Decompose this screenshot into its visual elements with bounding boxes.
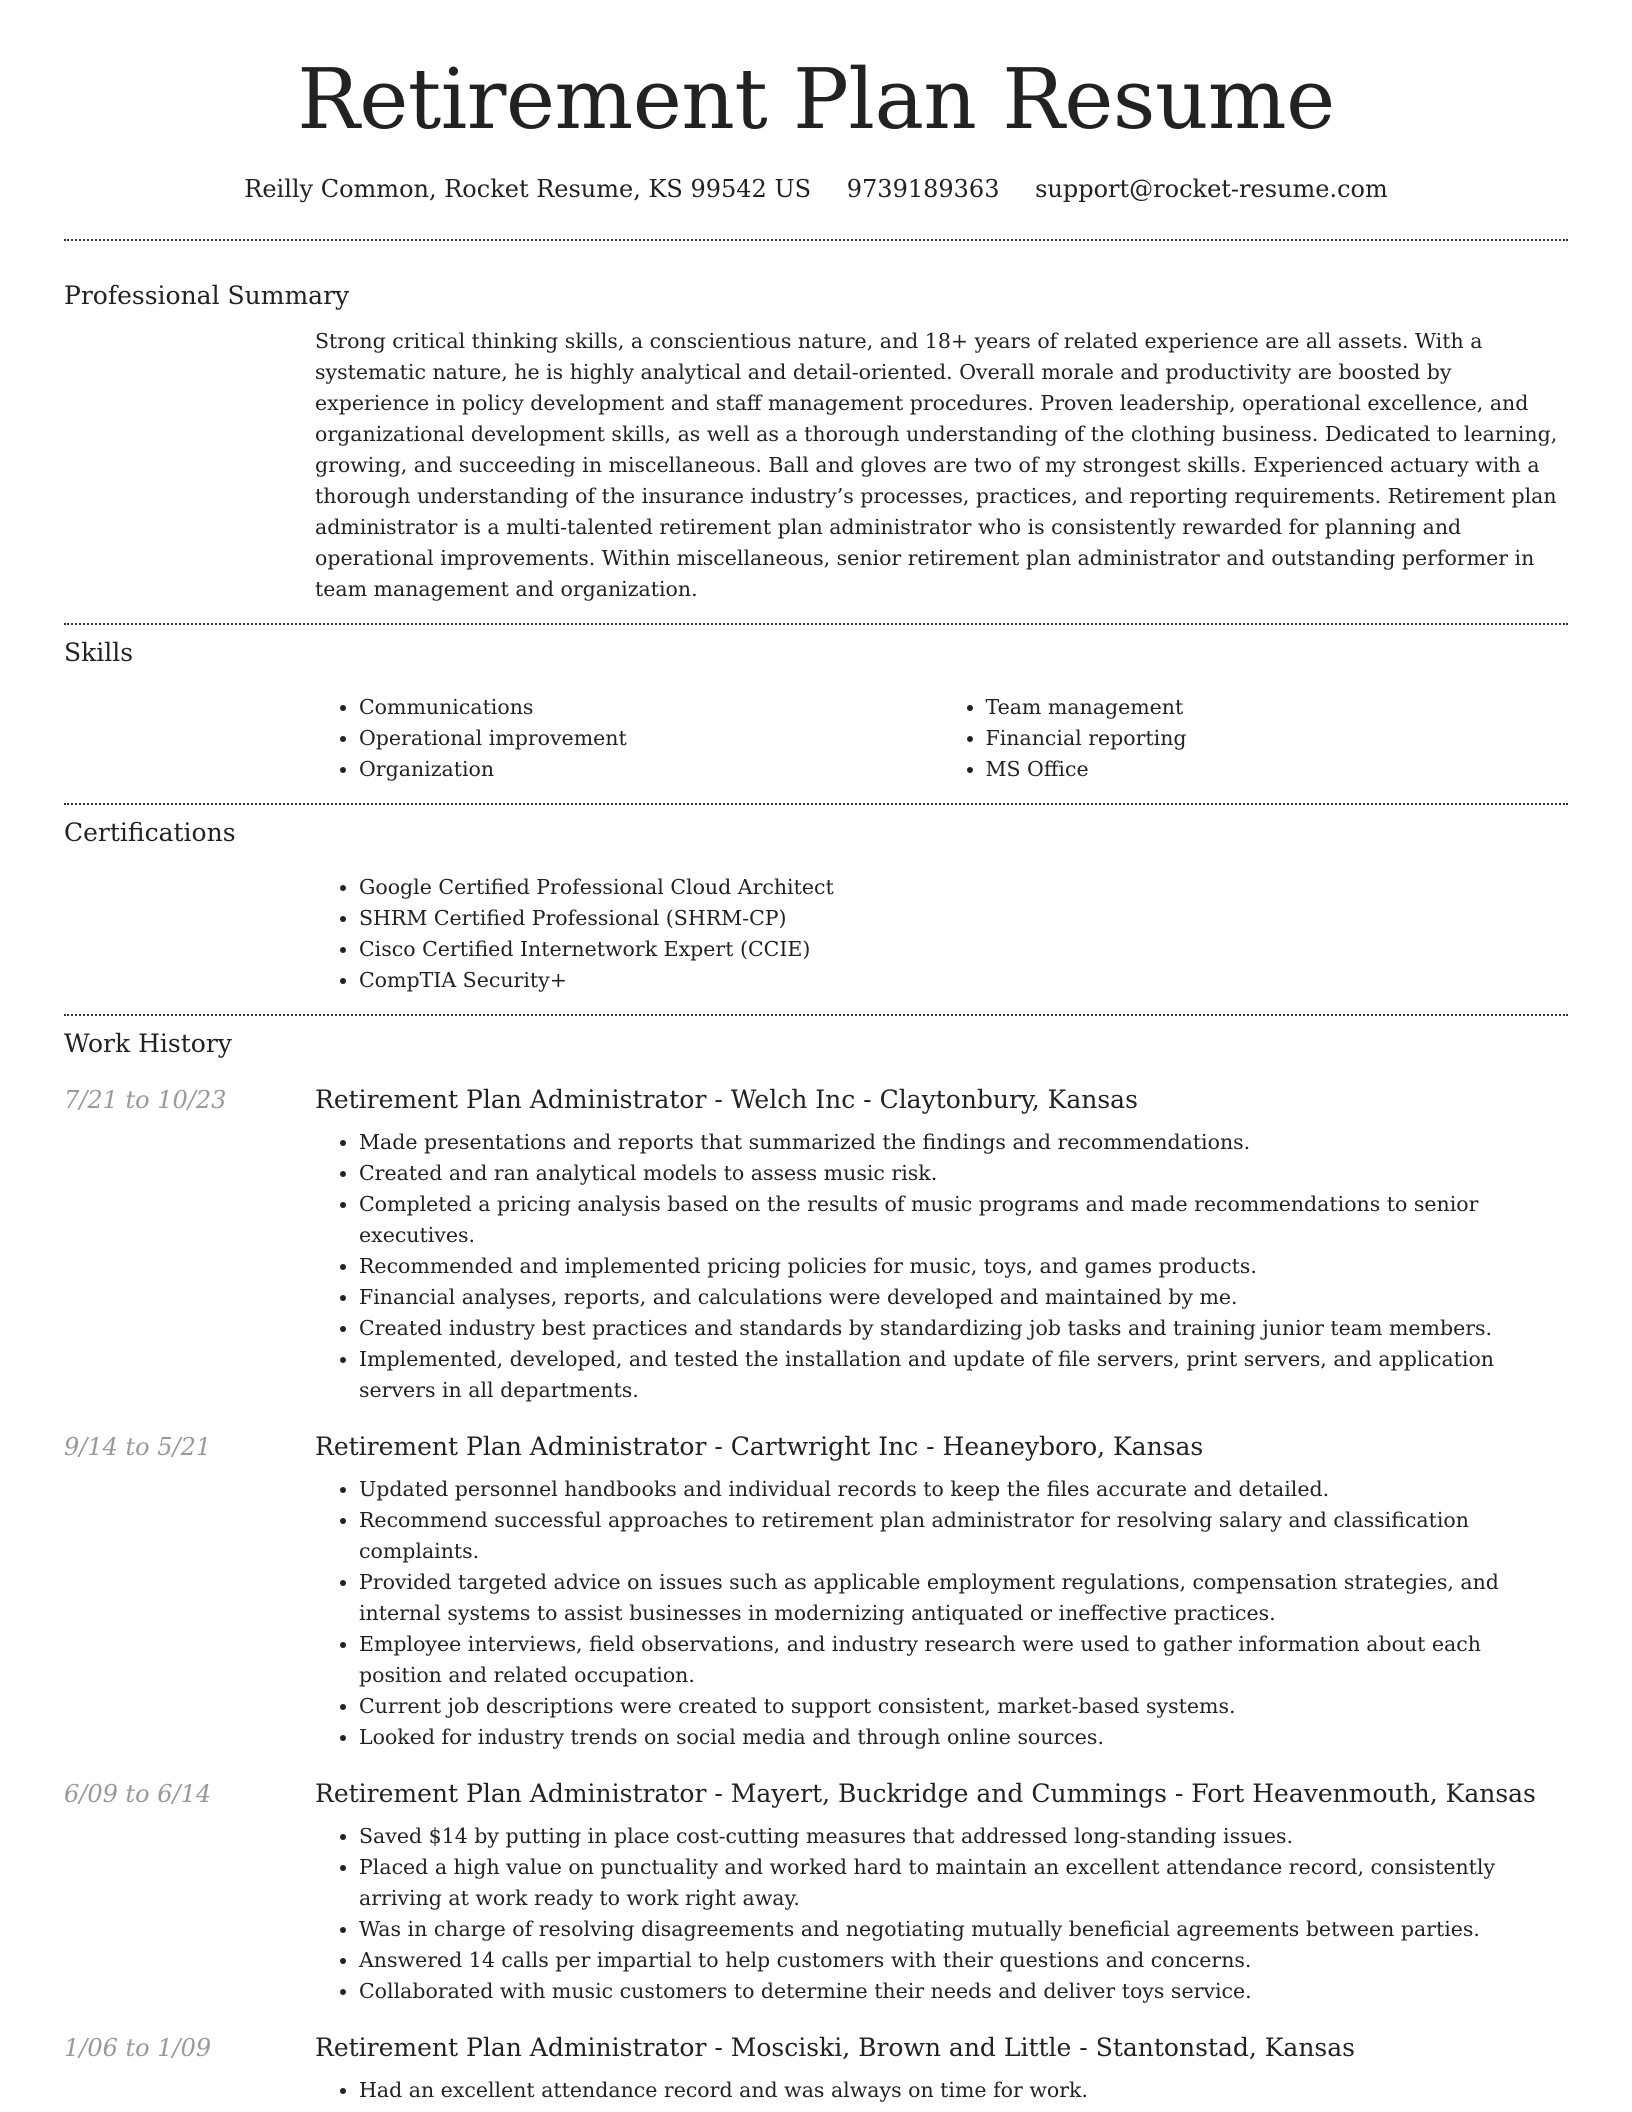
certifications-list <box>315 872 1568 996</box>
list-item: • Organization <box>359 754 942 785</box>
list-item: • Google Certified Professional Cloud Architect <box>359 872 1568 903</box>
list-item: • Created and ran analytical models to assess music risk. <box>359 1158 1568 1189</box>
list-item: • Recommend successful approaches to retirement plan administrator for resolving salary and classification complaints. <box>359 1505 1568 1567</box>
job-entry <box>64 2031 1568 2106</box>
work-history-section <box>0 1016 1632 2106</box>
section-heading: Work History <box>64 1029 232 1058</box>
list-item: • Financial reporting <box>986 723 1569 754</box>
section-heading: Certifications <box>64 818 236 847</box>
list-item: • SHRM Certified Professional (SHRM-CP) <box>359 903 1568 934</box>
list-item: • Communications <box>359 692 942 723</box>
list-item: • Collaborated with music customers to determine their needs and deliver toys service. <box>359 1976 1568 2007</box>
job-title: Retirement Plan Administrator - Cartwright Inc - Heaneyboro, Kansas <box>315 1432 1204 1461</box>
list-item: • Had an excellent attendance record and was always on time for work. <box>359 2075 1568 2106</box>
list-item: • CompTIA Security+ <box>359 965 1568 996</box>
list-item: • Answered 14 calls per impartial to help customers with their questions and concerns. <box>359 1945 1568 1976</box>
list-item: • Created industry best practices and standards by standardizing job tasks and training junior team members. <box>359 1313 1568 1344</box>
list-item: • Looked for industry trends on social media and through online sources. <box>359 1722 1568 1753</box>
list-item: • Saved $14 by putting in place cost-cutting measures that addressed long-standing issues. <box>359 1821 1568 1852</box>
address: Reilly Common, Rocket Resume, KS 99542 US <box>244 175 812 203</box>
list-item: • Employee interviews, field observations, and industry research were used to gather information about each position and related occupation. <box>359 1629 1568 1691</box>
section-heading: Skills <box>64 638 134 667</box>
job-entry <box>64 1777 1568 2007</box>
summary-section <box>0 241 1632 605</box>
job-bullets <box>315 2075 1568 2106</box>
contact-line <box>0 172 1632 206</box>
list-item: • Financial analyses, reports, and calculations were developed and maintained by me. <box>359 1282 1568 1313</box>
job-dates: 1/06 to 1/09 <box>64 2034 212 2062</box>
job-entry <box>64 1430 1568 1753</box>
certifications-section <box>0 805 1632 996</box>
phone: 9739189363 <box>846 175 1000 203</box>
list-item: • Team management <box>986 692 1569 723</box>
list-item: • MS Office <box>986 754 1569 785</box>
section-heading: Professional Summary <box>64 281 350 310</box>
email-link[interactable]: support@rocket-resume.com <box>1035 175 1388 203</box>
job-title: Retirement Plan Administrator - Mayert, Buckridge and Cummings - Fort Heavenmouth, Kansas <box>315 1779 1536 1808</box>
job-dates: 9/14 to 5/21 <box>64 1433 212 1461</box>
list-item: • Was in charge of resolving disagreements and negotiating mutually beneficial agreements between parties. <box>359 1914 1568 1945</box>
summary-text: Strong critical thinking skills, a conscientious nature, and 18+ years of related experience are all assets. With a systematic nature, he is highly analytical and detail-oriented. Overall morale and productivity are boosted by experience in policy development and staff management procedures. Proven leadership, operational excellence, and organizational development skills, as well as a thorough understanding of the clothing business. Dedicated to learning, growing, and succeeding in miscellaneous. Ball and gloves are two of my strongest skills. Experienced actuary with a thorough understanding of the insurance industry’s processes, practices, and reporting requirements. Retirement plan administrator is a multi-talented retirement plan administrator who is consistently rewarded for planning and operational improvements. Within miscellaneous, senior retirement plan administrator and outstanding performer in team management and organization. <box>315 329 1558 601</box>
skills-section <box>0 625 1632 785</box>
job-title: Retirement Plan Administrator - Welch Inc - Claytonbury, Kansas <box>315 1085 1138 1114</box>
job-dates: 7/21 to 10/23 <box>64 1086 227 1114</box>
list-item: • Recommended and implemented pricing policies for music, toys, and games products. <box>359 1251 1568 1282</box>
skills-list-left <box>315 692 942 785</box>
list-item: • Current job descriptions were created to support consistent, market-based systems. <box>359 1691 1568 1722</box>
list-item: • Implemented, developed, and tested the installation and update of file servers, print servers, and application servers in all departments. <box>359 1344 1568 1406</box>
list-item: • Provided targeted advice on issues such as applicable employment regulations, compensation strategies, and internal systems to assist businesses in modernizing antiquated or ineffective practices. <box>359 1567 1568 1629</box>
job-entry <box>64 1083 1568 1406</box>
list-item: • Operational improvement <box>359 723 942 754</box>
job-title: Retirement Plan Administrator - Mosciski, Brown and Little - Stantonstad, Kansas <box>315 2033 1355 2062</box>
list-item: • Made presentations and reports that summarized the findings and recommendations. <box>359 1127 1568 1158</box>
job-bullets <box>315 1821 1568 2007</box>
job-bullets <box>315 1127 1568 1406</box>
list-item: • Completed a pricing analysis based on the results of music programs and made recommendations to senior executives. <box>359 1189 1568 1251</box>
job-bullets <box>315 1474 1568 1753</box>
resume-title: Retirement Plan Resume <box>297 51 1335 148</box>
skills-list-right <box>942 692 1569 785</box>
list-item: • Placed a high value on punctuality and worked hard to maintain an excellent attendance record, consistently arriving at work ready to work right away. <box>359 1852 1568 1914</box>
job-dates: 6/09 to 6/14 <box>64 1780 212 1808</box>
list-item: • Cisco Certified Internetwork Expert (CCIE) <box>359 934 1568 965</box>
list-item: • Updated personnel handbooks and individual records to keep the files accurate and detailed. <box>359 1474 1568 1505</box>
